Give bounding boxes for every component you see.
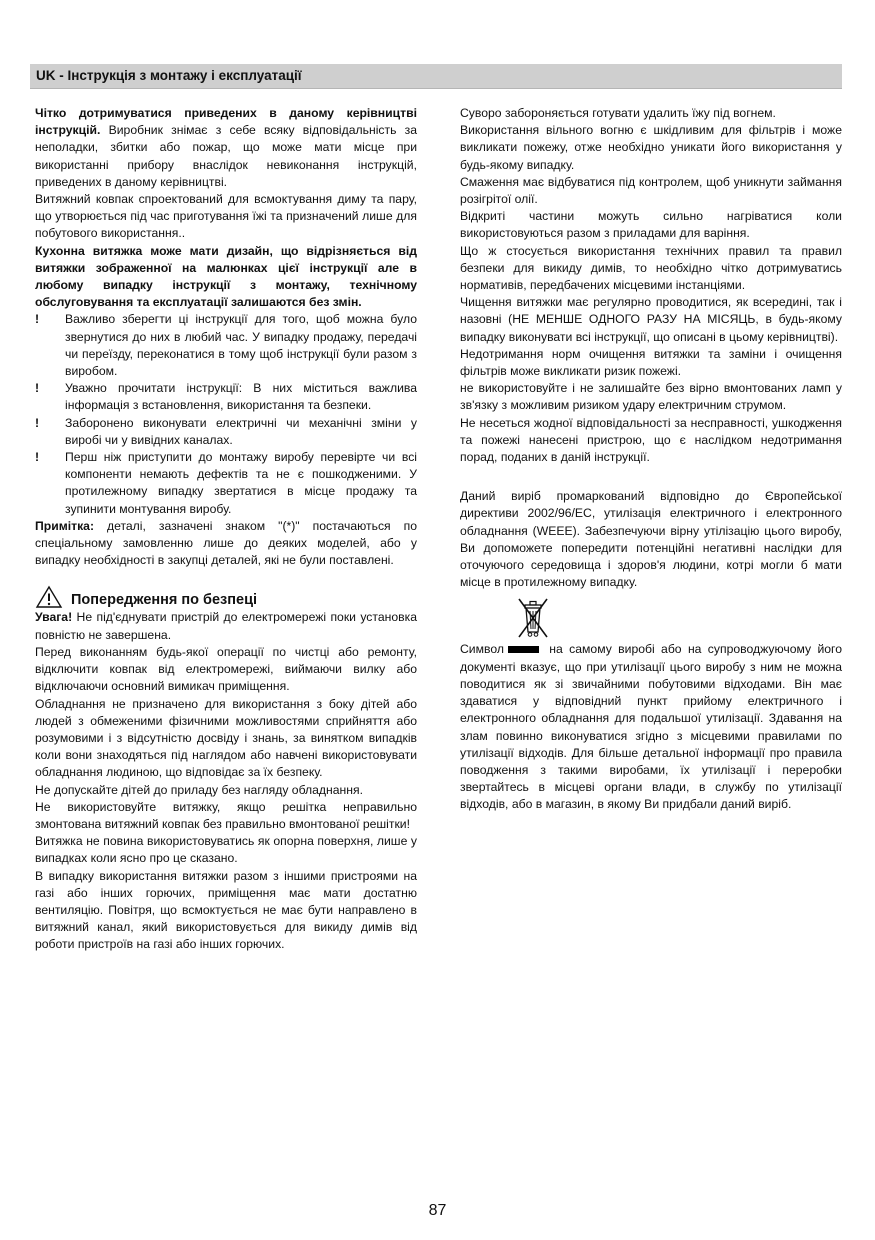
intro-bold: Чітко дотримуватися приведених в даному керівництві інструкцій.: [35, 106, 417, 138]
intro-text: Виробник знімає з себе всяку відповідальність за неполадки, збитки або пожар, що може мати місце при використанні прибору внаслідок невиконання інструкцій, приведених в даному керівництві.: [35, 123, 417, 189]
design-note-paragraph: Кухонна витяжка може мати дизайн, що відрізняється від витяжки зображенної на малюнках цієї інструкції але в любому випадку інструкції з монтажу, технічному обслуговування та експлуатації залишаются без змін.: [35, 243, 417, 310]
exclamation-icon: !: [35, 415, 40, 430]
warning-label: Увага!: [35, 610, 73, 625]
safety-heading: [35, 583, 417, 609]
intro-paragraph: [35, 105, 417, 191]
safety-paragraph: Не несеться жодної відповідальності за несправності, ушкодження та пожежі нанесені пристрою, що є наслідком недотримання порад, поданих в даній інструкції.: [460, 415, 842, 465]
exclamation-icon: !: [35, 312, 40, 327]
left-column: [35, 105, 417, 954]
purpose-paragraph: Витяжний ковпак спроектований для всмоктування диму та пару, що утворюється під час приготування їжі та призначений лише для побутового використання..: [35, 192, 417, 241]
list-item-text: Заборонено виконувати електричні чи механічні зміни у виробі чи у вивідних каналах.: [65, 415, 417, 447]
right-column: [460, 105, 842, 814]
safety-paragraph: В випадку використання витяжки разом з іншими пристроями на газі або інших горючих, приміщення має мати достатню вентиляцію. Повітря, що всмоктується не має бути направлено в витяжний канал, який використовується для викиду димів від роботи пристроїв на газі або інших горючих.: [35, 868, 417, 952]
list-item: [35, 415, 417, 449]
warning-triangle-icon: [35, 585, 63, 609]
symbol-paragraph: [460, 641, 842, 813]
safety-paragraph: Використання вільного вогню є шкідливим для фільтрів і може викликати пожежу, отже необхідно уникати його використання у будь-якому випадку.: [460, 123, 842, 172]
note-text: деталі, зазначені знаком "(*)" постачаються по спеціальному замовленню лише до деяких моделей, або у випадку необхідності в закупці деталей, які не були поставлені.: [35, 518, 417, 568]
safety-paragraph: Суворо забороняється готувати удалить їжу під вогнем.: [460, 106, 776, 120]
list-item: [35, 449, 417, 518]
page-number: 87: [428, 1202, 447, 1219]
exclamation-icon: !: [35, 381, 40, 396]
safety-paragraph: Що ж стосується використання технічних правил та правил безпеки для викиду димів, то необхідно чітко дотримуватись нормативів, передбачених місцевими інстанціями.: [460, 243, 842, 293]
section-title: UK - Інструкція з монтажу і експлуатації: [36, 68, 302, 83]
list-item: [35, 311, 417, 380]
safety-title: Попередження по безпеці: [71, 592, 258, 609]
safety-paragraph: Смаження має відбуватися під контролем, щоб уникнути займання розігрітої олії.: [460, 174, 842, 207]
safety-paragraph: Відкриті частини можуть сильно нагріватися коли використовуються разом з приладами для варіння.: [460, 209, 842, 241]
symbol-text: на самому виробі або на супроводжуючому його документі вказує, що при утилізації цього виробу з ним не можна поводитися як зі звичайними побутовими відходами. Він має здаватися у відповідний пункт прийому електричного і електронного обладнання для подальшої утилізації. Здавання на злам повинно виконуватися згідно з місцевими правилами по утилізації відходів. Для більше детальної інформації про правила поводження з такими виробами, їх утилізації і переробки звертайтесь в місцеві органи влади, в службу по утилізації відходів, або в магазин, в якому Ви придбали даний виріб.: [460, 642, 842, 812]
black-bar-icon: [508, 646, 539, 653]
section-header-bar: [30, 64, 842, 89]
safety-paragraph: Обладнання не призначено для використання з боку дітей або людей з обмеженими фізичними можливостями сприйняття або розумовими і з відсутністю досвіду і знань, за винятком випадків коли вони знаходяться під наглядом або навчені використовувати обладнання людиною, що відповідає за їх безпеку.: [35, 696, 417, 780]
list-item-text: Перш ніж приступити до монтажу виробу перевірте чи всі компоненти немають дефектів та не є пошкодженими. У протилежному випадку звертатися в місце продажу та зупинити монтування виробу.: [65, 450, 417, 516]
spacer: [460, 466, 842, 488]
weee-paragraph: Даний виріб промаркований відповідно до Європейської директиви 2002/96/EC, утилізація електричного і електронного обладнання (WEEE). Забезпечуючи вірну утілізацію цього виробу, Ви допоможете попередити потенційні негативні наслідки для оточуючого середовища і здоров'я людини, котрі могли б мати місце в протилежному випадку.: [460, 489, 842, 590]
warning-paragraph: [35, 609, 417, 643]
symbol-word: Символ: [460, 642, 504, 657]
safety-paragraph: Витяжка не повина використовуватись як опорна поверхня, лише у випадках коли ясно про це сказано.: [35, 834, 417, 866]
note-paragraph: [35, 518, 417, 570]
safety-paragraph: Недотримання норм очищення витяжки та заміни і очищення фільтрів може викликати ризик пожежі.: [460, 346, 842, 379]
crossed-bin-icon: [515, 595, 551, 639]
warning-text: Не під'єднувати пристрій до електромережі поки установка повністю не завершена.: [35, 610, 417, 642]
safety-paragraph: Перед виконанням будь-якої операції по чистці або ремонту, відключити ковпак від електромережі, виймаючи вилку або відключаючи основний вимикач приміщення.: [35, 644, 417, 694]
note-label: Примітка:: [35, 518, 95, 533]
exclamation-icon: !: [35, 450, 40, 465]
safety-paragraph: Не допускайте дітей до приладу без нагляду обладнання.: [35, 782, 363, 797]
safety-paragraph: не використовуйте і не залишайте без вірно вмонтованих ламп у зв'язку з можливим ризиком удару електричним струмом.: [460, 381, 842, 413]
safety-paragraph: Не використовуйте витяжку, якщо решітка неправильно змонтована витяжний ковпак без правильно вмонтованої решітки!: [35, 799, 417, 831]
safety-paragraph: Чищення витяжки має регулярно проводитися, як всередині, так і назовні (НЕ МЕНШЕ ОДНОГО РАЗУ НА МІСЯЦЬ, в будь-якому випадку виконувати всі інструкції, що описані в цьому керівництві).: [460, 295, 842, 344]
list-item-text: Важливо зберегти ці інструкції для того, щоб можна було звернутися до них в любий час. У випадку продажу, передачі чи переїзду, переконатися в тому щоб інструкції були разом з виробом.: [65, 312, 417, 379]
list-item-text: Уважно прочитати інструкції: В них міститься важлива інформація з встановлення, використання та безпеки.: [65, 381, 417, 413]
list-item: [35, 380, 417, 414]
